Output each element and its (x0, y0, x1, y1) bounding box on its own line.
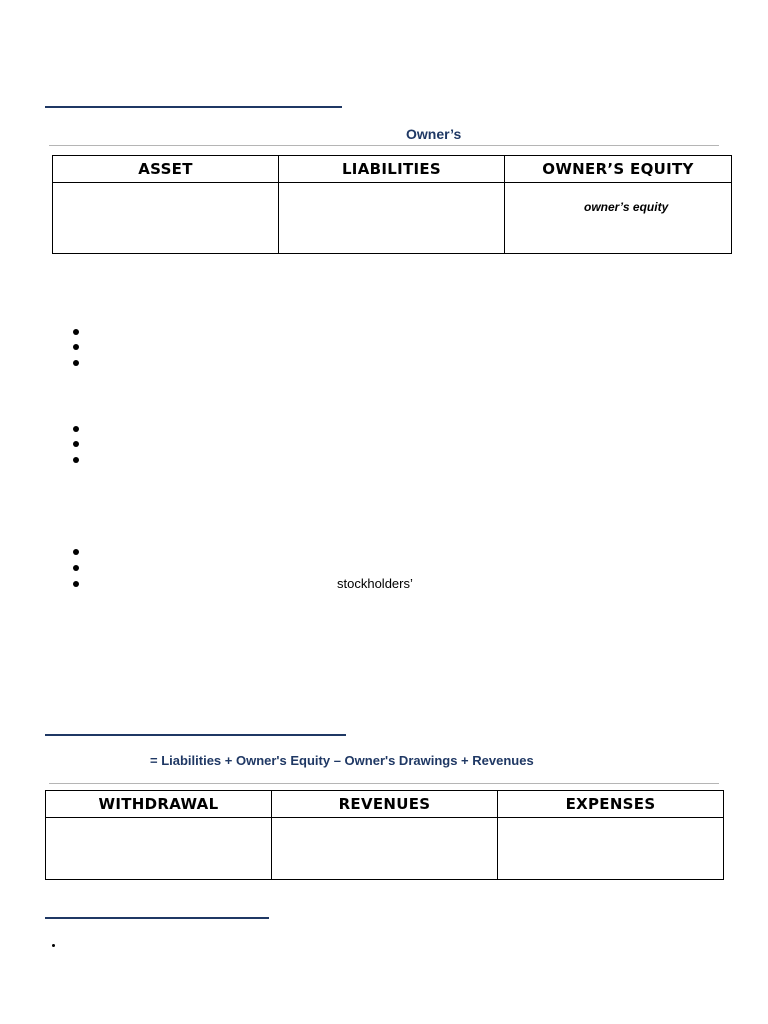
cell-revenues (272, 818, 498, 880)
list-bullet (73, 329, 79, 335)
list-bullet (73, 565, 79, 571)
list-bullet (73, 426, 79, 432)
cell-expenses (498, 818, 724, 880)
cell-asset (53, 183, 279, 254)
header-liabilities: LIABILITIES (279, 156, 505, 183)
section-heading-underline-2 (45, 734, 346, 736)
cell-owners-equity (505, 183, 732, 254)
list-bullet (73, 549, 79, 555)
owners-equity-note: owner’s equity (584, 200, 669, 214)
list-bullet (73, 581, 79, 587)
header-withdrawal: WITHDRAWAL (46, 791, 272, 818)
list-bullet (73, 441, 79, 447)
owners-label: Owner’s (406, 126, 462, 142)
section-heading-underline-3 (45, 917, 269, 919)
header-owners-equity: OWNER’S EQUITY (505, 156, 732, 183)
expanded-equation: = Liabilities + Owner's Equity – Owner's Drawings + Revenues (150, 753, 534, 768)
list-bullet (73, 360, 79, 366)
expanded-equation-table (45, 790, 724, 880)
cell-liabilities (279, 183, 505, 254)
list-bullet (73, 344, 79, 350)
header-expenses: EXPENSES (498, 791, 724, 818)
header-asset: ASSET (53, 156, 279, 183)
divider-rule-2 (49, 783, 719, 784)
cell-withdrawal (46, 818, 272, 880)
section-heading-underline-1 (45, 106, 342, 108)
stockholders-text: stockholders’ (337, 576, 413, 591)
list-bullet (52, 944, 55, 947)
accounting-equation-table (52, 155, 732, 254)
divider-rule-1 (49, 145, 719, 146)
list-bullet (73, 457, 79, 463)
header-revenues: REVENUES (272, 791, 498, 818)
